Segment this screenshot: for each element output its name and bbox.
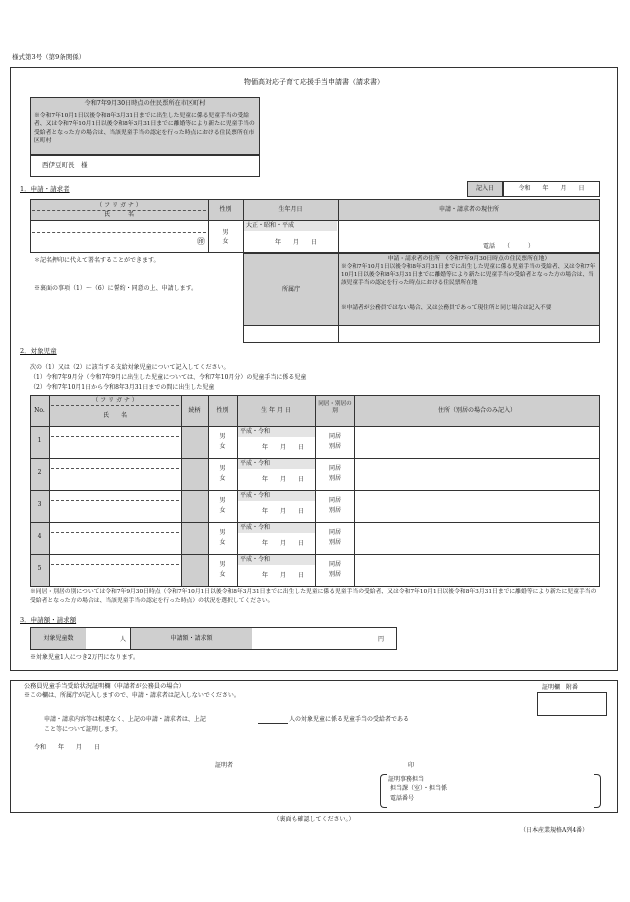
relation-column-bg (182, 426, 208, 586)
child-sex[interactable]: 男 女 (219, 529, 226, 546)
contact-line1: 証明事務担当 (388, 776, 425, 783)
certificate-text1b: 人の対象児童に係る児童手当の受給者である (289, 716, 410, 723)
certifier-seal: 印 (408, 762, 415, 769)
certificate-frame (10, 680, 618, 813)
paper-size: （日本産業規格A列4番） (520, 827, 589, 834)
child-era[interactable]: 平成・令和 (240, 492, 271, 499)
child-row-no: 4 (37, 533, 42, 540)
contact-bracket-right (594, 774, 601, 808)
pledge-note: ※裏面の事項（1）～（6）に誓約・同意の上、申請します。 (34, 285, 198, 292)
section2-item1: （1）令和7年9月分（令和7年9月に出生した児童については、令和7年10月分）の児童手当に係る児童 (30, 374, 307, 381)
count-unit: 人 (120, 636, 127, 643)
applicant-dob[interactable]: 年 月 日 (275, 239, 318, 246)
amount-unit: 円 (378, 636, 385, 643)
col-address: 住所（別居の場合のみ記入） (437, 407, 516, 414)
residence-header: 令和7年9月30日時点の住民票所在市区町村 (84, 100, 206, 107)
applicant-era[interactable]: 大正・昭和・平成 (246, 222, 295, 229)
amount-label: 申請額・請求額 (131, 628, 252, 649)
address-header: 申請・請求者の現住所 (438, 206, 499, 213)
applicant-furigana-label: （ フ リ ガ ナ ） (96, 202, 142, 209)
child-era[interactable]: 平成・令和 (240, 556, 271, 563)
col-sex: 性別 (216, 407, 229, 414)
child-address-input[interactable] (356, 460, 598, 488)
section2-item2: （2）令和7年10月1日から令和8年3月31日までの間に出生した児童 (30, 384, 215, 391)
certificate-date[interactable]: 令和 年 月 日 (34, 744, 101, 751)
col-dob: 生 年 月 日 (261, 407, 291, 414)
col-no: No. (34, 407, 45, 414)
child-era[interactable]: 平成・令和 (240, 460, 271, 467)
applicant-name-label: 氏 名 (103, 211, 134, 218)
child-sex[interactable]: 男 女 (219, 497, 226, 514)
child-address-input[interactable] (356, 492, 598, 520)
child-dob[interactable]: 年 月 日 (262, 508, 305, 515)
section3-heading: 3．申請額・請求額 (20, 616, 77, 624)
resident-address-note2: ※申請者が公務員ではない場合、又は公務員であって現住所と同じ場合は記入不要 (341, 305, 552, 311)
contact-bracket-left (380, 774, 387, 808)
entry-date-field[interactable]: 令和 年 月 日 (503, 181, 600, 197)
col-relation: 続柄 (188, 407, 201, 414)
certificate-text2: こと等について証明します。 (44, 726, 122, 733)
applicant-furigana-input[interactable] (32, 232, 206, 233)
section1-heading: 1．申請・請求者 (20, 185, 70, 193)
resident-address-title: 申請・請求者の住所 （令和7年9月30日時点の住民票所在地） (387, 256, 551, 262)
child-era[interactable]: 平成・令和 (240, 524, 271, 531)
child-name-input[interactable] (51, 438, 179, 456)
child-name-input[interactable] (51, 566, 179, 584)
addressee: 西伊豆町長 様 (42, 161, 88, 169)
page-title: 物価高対応子育て応援手当申請書（請求書） (244, 78, 384, 86)
child-furigana-input[interactable] (51, 532, 179, 533)
child-furigana-input[interactable] (51, 436, 179, 437)
entry-date-label: 記入日 (467, 181, 503, 197)
affiliation-label: 所属庁 (244, 254, 338, 325)
col-furigana: （ フ リ ガ ナ ） (92, 397, 138, 404)
child-furigana-input[interactable] (51, 468, 179, 469)
child-sex[interactable]: 男 女 (219, 561, 226, 578)
child-furigana-input[interactable] (51, 564, 179, 565)
certificate-count-field[interactable] (258, 723, 288, 724)
child-dob[interactable]: 年 月 日 (262, 476, 305, 483)
child-address-input[interactable] (356, 428, 598, 456)
seal-note: ＊記名押印に代えて署名することができます。 (34, 257, 160, 264)
col-cohab: 同居・別居の別 (318, 401, 352, 414)
child-row-no: 3 (37, 501, 42, 508)
child-name-input[interactable] (51, 534, 179, 552)
sex-header: 性別 (219, 206, 232, 213)
child-cohab[interactable]: 同居 別居 (328, 497, 341, 514)
child-furigana-input[interactable] (51, 500, 179, 501)
section2-footnote: ※同居・別居の別については令和7年9月30日時点（令和7年10月1日以後令和8年3月31日までに出生した児童に係る児童手当の受給者、又は令和7年10月1日以後令和8年3月31日までに離婚等により新たに児童手当の受給者となった方の場合は、当該児童手当の認定を行った時点）の状況を選択してください。 (30, 589, 597, 604)
child-era[interactable]: 平成・令和 (240, 428, 271, 435)
child-name-input[interactable] (51, 502, 179, 520)
child-cohab[interactable]: 同居 別居 (328, 465, 341, 482)
child-address-input[interactable] (356, 556, 598, 584)
child-dob[interactable]: 年 月 日 (262, 444, 305, 451)
resident-address-note1: ※令和7年10月1日以後令和8年3月31日までに出生した児童に係る児童手当の受給者、又は令和7年10月1日以後令和8年3月31日までに離婚等により新たに児童手当の受給者となった方の場合は、当該児童手当の認定を行った時点における住民票所在地 (341, 264, 596, 286)
child-row-no: 5 (37, 565, 42, 572)
certificate-note: ※この欄は、所属庁が記入しますので、申請・請求者は記入しないでください。 (24, 692, 240, 699)
col-name: 氏 名 (102, 412, 127, 419)
dob-header: 生年月日 (278, 206, 303, 213)
contact-line3: 電話番号 (390, 795, 415, 802)
child-row-no: 2 (37, 469, 42, 476)
seal-mark: ㊞ (197, 237, 205, 246)
child-name-input[interactable] (51, 470, 179, 488)
section2-heading: 2．対象児童 (20, 347, 57, 355)
certificate-title: 公務員児童手当受給状況証明欄（申請者が公務員の場合） (24, 683, 185, 690)
child-address-input[interactable] (356, 524, 598, 552)
contact-line2: 担当課（室）・担当係 (390, 785, 448, 792)
child-cohab[interactable]: 同居 別居 (328, 433, 341, 450)
certificate-stamp-box[interactable] (537, 692, 607, 716)
child-dob[interactable]: 年 月 日 (262, 572, 305, 579)
count-label: 対象児童数 (31, 628, 86, 649)
applicant-sex[interactable]: 男 女 (222, 229, 229, 245)
child-sex[interactable]: 男 女 (219, 433, 226, 450)
child-row-no: 1 (37, 437, 42, 444)
section2-intro: 次の（1）又は（2）に該当する支給対象児童について記入してください。 (30, 364, 230, 371)
certificate-text1: 申請・請求内容等は相違なく、上記の申請・請求者は、上記 (44, 716, 206, 723)
child-dob[interactable]: 年 月 日 (262, 540, 305, 547)
certifier-label: 証明者 (215, 762, 234, 769)
certificate-stamp-label: 証明欄 附番 (542, 684, 579, 691)
child-sex[interactable]: 男 女 (219, 465, 226, 482)
child-cohab[interactable]: 同居 別居 (328, 529, 341, 546)
residence-note: ※令和7年10月1日以後令和8年3月31日までに出生した児童に係る児童手当の受給者、又は令和7年10月1日以後令和8年3月31日までに離婚等により新たに児童手当の受給者となった方の場合は、当該児童手当の認定を行った時点における住民票所在市区町村 (34, 113, 255, 145)
form-number: 様式第3号（第9条関係） (12, 53, 86, 61)
child-cohab[interactable]: 同居 別居 (328, 561, 341, 578)
footer-note: （裏面も確認してください。） (273, 816, 355, 823)
phone-field[interactable]: 電話 （ ） (483, 243, 535, 250)
amount-note: ※対象児童1人につき2万円になります。 (30, 654, 140, 661)
